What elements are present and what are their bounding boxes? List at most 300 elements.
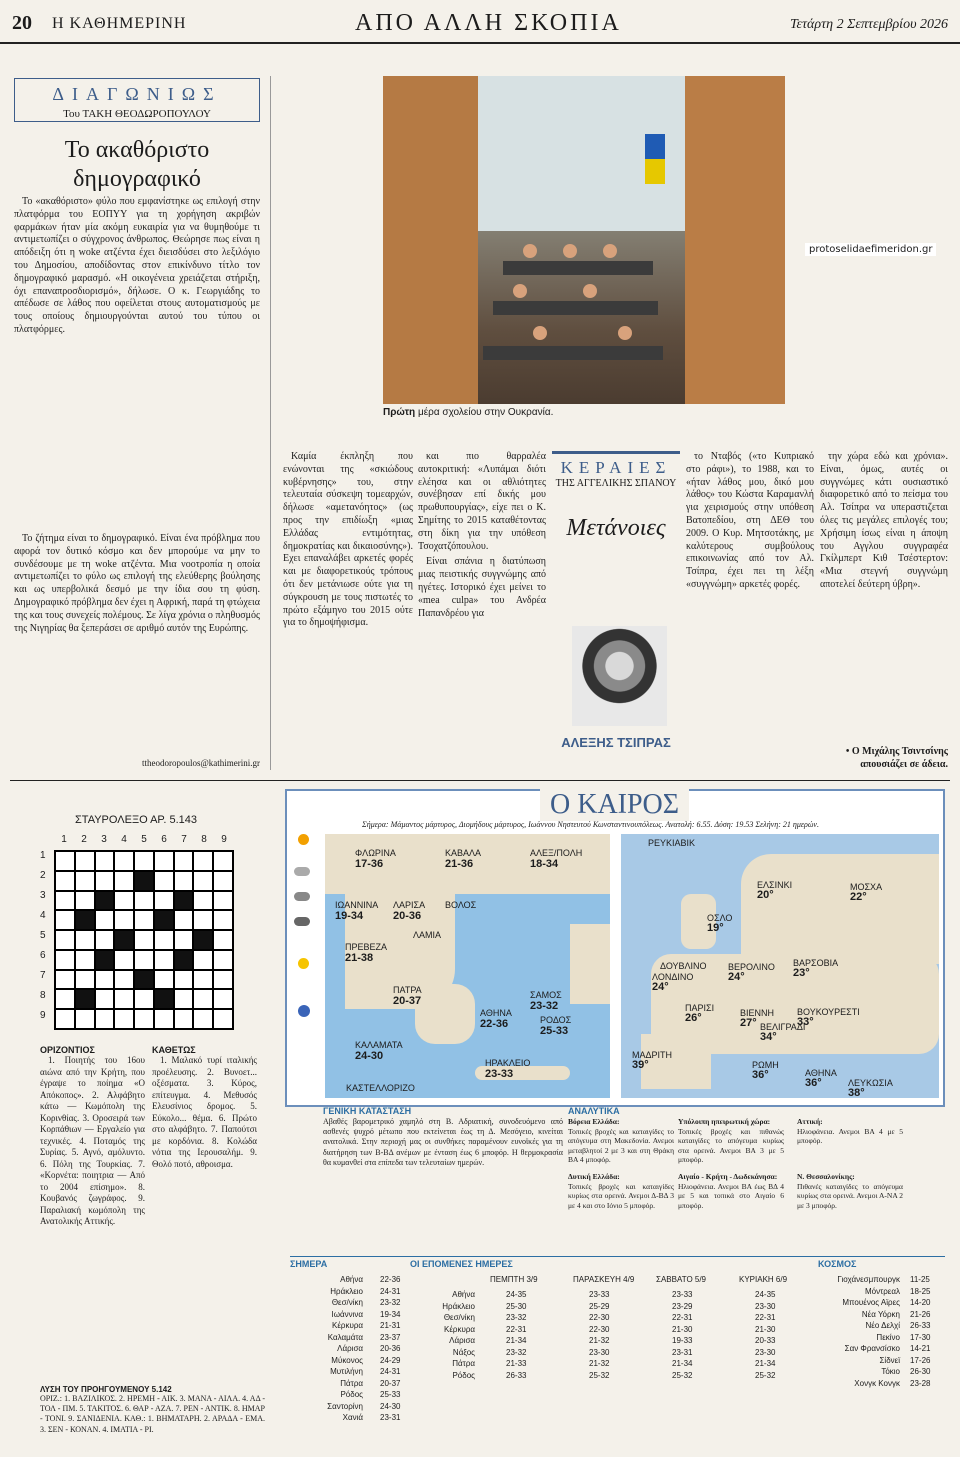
city-label: ΠΡΕΒΕΖΑ (345, 942, 388, 952)
crossword-cell[interactable] (193, 950, 213, 970)
city-temperature: 20-37 (393, 995, 422, 1007)
table-cell: 21-30 (755, 1324, 776, 1334)
crossword-cell[interactable] (154, 950, 174, 970)
column-number: 6 (161, 834, 167, 845)
table-cell: 23-31 (672, 1347, 693, 1357)
classroom-photo (383, 76, 785, 404)
paragraph: Το ζήτημα είναι το δημογραφικό. Είναι ένα πρόβλημα που αφορά τον δυτικό κόσμο και δεν μπορούμε να μην το συνδέσουμε με τη woke ατζέντα. Μια νοοτροπία η οποία αντιμετωπίζει το φύλο ως επιλογή της ελεύθερης βούλησης και ως υπερβολικά δεσμό με την ίδια σου τη φύση. Δημογραφικό πρόβλημα δεν έχει η Αφρική, παρά τη φτώχεια της και τους συνεχείς πολέμους. Σε λίγα χρόνια ο πληθυσμός της Νιγηρίας θα ξεπεράσει σε αριθμό αυτόν της Ευρώπης. (14, 533, 260, 634)
region-title: Αιγαίο - Κρήτη - Δωδεκάνησα: (678, 1172, 778, 1181)
crossword-cell[interactable] (55, 930, 75, 950)
city-temperature: 22° (850, 891, 867, 903)
rain-icon (294, 892, 310, 901)
crossword-cell[interactable] (193, 851, 213, 871)
table-cell: 21-30 (672, 1324, 693, 1334)
city-label: ΒΟΛΟΣ (445, 900, 477, 910)
city-temperature: 19° (707, 922, 724, 934)
cloud-icon (294, 867, 310, 876)
crossword-cell[interactable] (193, 910, 213, 930)
pupil (563, 244, 577, 258)
today-title: ΣΗΜΕΡΑ (290, 1259, 328, 1269)
crossword-cell[interactable] (154, 891, 174, 911)
city-label: ΑΘΗΝΑ (805, 1068, 837, 1078)
crossword-title: ΣΤΑΥΡΟΛΕΞΟ ΑΡ. 5.143 (75, 814, 197, 826)
crossword-cell[interactable] (95, 871, 115, 891)
desk (503, 261, 653, 275)
row-number: 4 (40, 910, 46, 921)
city-temperature: 26° (685, 1012, 702, 1024)
city-temperature: 24° (728, 971, 745, 983)
table-cell: Κέρκυρα (443, 1324, 475, 1334)
table-cell: 23-33 (589, 1290, 610, 1299)
city-label: ΡΩΜΗ (752, 1060, 779, 1070)
crossword-cell[interactable] (174, 989, 194, 1009)
region-title: Ν. Θεσσαλονίκης: (797, 1172, 855, 1181)
city-label: ΟΣΛΟ (707, 913, 733, 923)
table-cell: 23-28 (910, 1378, 931, 1388)
column-number: 9 (221, 834, 227, 845)
table-cell: 21-33 (506, 1359, 527, 1368)
table-cell: 24-31 (380, 1286, 401, 1296)
table-cell: 23-29 (672, 1301, 693, 1311)
crossword-cell[interactable] (55, 970, 75, 990)
black-square (134, 871, 154, 891)
city-temperature: 36° (805, 1077, 822, 1089)
table-cell: Λάρισα (337, 1344, 363, 1353)
section-divider (10, 780, 950, 781)
crossword-cell[interactable] (114, 891, 134, 911)
table-cell: 22-30 (589, 1313, 610, 1322)
paragraph: Καμία έκπληξη που ενώνονται της «σκιώδους κυβέρνησης» του, στην τελευταία σύσκεψη τομεαρχών, δήλωσε «αμετανόητος» (ως προς την επιδίωξη «μιας Ελλάδας εντιμότητας, δημοκρατίας και δικαιοσύνης»). Εχει επαναλάβει αρκετές φορές και με διαφορετικούς τρόπους ότι δεν μετάνιωσε ούτε για τη σύγκρουση με τους πιστωτές το πρώτο εξάμηνο του 2015 ούτε για το δημοψήφισμα. (283, 451, 413, 629)
day-temps (506, 1290, 546, 1382)
crossword-cell[interactable] (55, 910, 75, 930)
day-header: ΚΥΡΙΑΚΗ 6/9 (739, 1275, 788, 1284)
article-column-2 (418, 451, 546, 771)
crossword-cell[interactable] (95, 930, 115, 950)
table-cell: 25-29 (589, 1301, 610, 1311)
table-cell: 14-20 (910, 1298, 931, 1307)
page-number: 20 (12, 12, 32, 34)
crossword-cell[interactable] (55, 871, 75, 891)
table-cell: Ρόδος (340, 1390, 363, 1399)
table-cell: Σαν Φρανσίσκο (844, 1344, 900, 1353)
table-cell: 20-33 (755, 1336, 776, 1345)
crossword-solution (40, 1385, 265, 1445)
crossword-cell[interactable] (193, 891, 213, 911)
region-text: Πιθανές καταιγίδες το απόγευμα κυρίως στα ορεινά. Ανεμοι Α-ΝΑ 2 με 3 μποφόρ. (797, 1181, 903, 1210)
row-number: 7 (40, 970, 46, 981)
table-cell: 20-37 (380, 1378, 401, 1388)
day-temps (589, 1290, 629, 1382)
crossword-cell[interactable] (55, 989, 75, 1009)
crossword-cell[interactable] (174, 910, 194, 930)
crossword-cell[interactable] (75, 851, 95, 871)
crossword-cell[interactable] (114, 871, 134, 891)
table-cell: 24-31 (380, 1367, 401, 1376)
land-mass (415, 984, 475, 1044)
region-forecast (678, 1117, 784, 1169)
crossword-cell[interactable] (154, 970, 174, 990)
table-cell: Λάρισα (449, 1336, 475, 1345)
pupil (533, 326, 547, 340)
paragraph: την χώρα εδώ και χρόνια». Είναι, όμως, αυτές οι συγγνώμες κάτι ουσιαστικό διαφορετικό από το πείσμα του Αλ. Τσίπρα να υπεραστιζεται όλες τις μεγάλες επιλογές του; Χρήσιμη ίσως είναι η άποψη του Αγγλου συγγραφέα Γκίλμπερτ Κιθ Τσέστερτον: «Μια στεγνή συγγνώμη αποτελεί δεύτερη ύβρη». (820, 451, 948, 590)
article-column-4 (820, 451, 948, 751)
city-temperature: 34° (760, 1031, 777, 1043)
crossword-cell[interactable] (75, 871, 95, 891)
general-title: ΓΕΝΙΚΗ ΚΑΤΑΣΤΑΣΗ (323, 1106, 412, 1116)
table-cell: 23-32 (506, 1313, 527, 1322)
crossword-cell[interactable] (213, 851, 233, 871)
pupil (583, 284, 597, 298)
city-temperature: 23-33 (485, 1068, 514, 1080)
table-cell: 22-31 (755, 1313, 776, 1322)
table-cell: Νάξος (452, 1347, 475, 1357)
table-cell: 22-31 (506, 1324, 527, 1334)
table-cell: Μυτιλήνη (330, 1367, 363, 1376)
column-number: 3 (101, 834, 107, 845)
crossword-cell[interactable] (55, 1009, 75, 1029)
black-square (193, 930, 213, 950)
row-number: 5 (40, 930, 46, 941)
clues-title: ΟΡΙΖΟΝΤΙΟΣ (40, 1045, 95, 1055)
table-cell: 19-33 (672, 1336, 693, 1345)
black-square (95, 891, 115, 911)
city-temperature: 38° (848, 1087, 865, 1099)
crossword-cell[interactable] (154, 851, 174, 871)
region-forecast (797, 1172, 903, 1224)
weather-title: Ο ΚΑΙΡΟΣ (540, 789, 689, 821)
portrait-name: ΑΛΕΞΗΣ ΤΣΙΠΡΑΣ (561, 735, 671, 750)
solution-text: ΟΡΙΖ.: 1. ΒΑΖΙΛΙΚΟΣ. 2. ΗΡΕΜΗ - ΑΙΚ. 3. ΜΑΝΑ - ΑΙΛΑ. 4. ΑΔ - ΤΟΛ - ΠΜ. 5. ΤΑΚΙΤΟΣ. 6. ΘΑΡ - ΑΖΑ. 7. ΡΕΝ - ΑΝΤΙΚ. 8. ΗΜΑΡ - ΤΟΝΙ. 9. ΣΑΝΙΔΕΝΙΑ. ΚΑΘ.: 1. ΒΗΜΑΤΑΡΗ. 2. ΑΡΑΔΑ - ΕΜΑ. 3. ΣΕΝ - ΚΟΝΑΝ. 4. ΙΜΑΤΙΑ - ΡΙ. (40, 1394, 265, 1434)
region-forecast (568, 1172, 674, 1224)
black-square (174, 950, 194, 970)
table-cell: 22-36 (380, 1275, 401, 1284)
table-cell: Χονγκ Κονγκ (854, 1378, 900, 1388)
article-column-1 (283, 451, 413, 771)
article-body-2 (14, 533, 260, 751)
city-label: ΡΕΥΚΙΑΒΙΚ (648, 838, 696, 848)
city-label: ΒΙΕΝΝΗ (740, 1008, 775, 1018)
city-temperature: 21-36 (445, 858, 474, 870)
crossword-column-numbers (54, 834, 234, 845)
day-header: ΠΑΡΑΣΚΕΥΗ 4/9 (573, 1275, 635, 1284)
crossword-cell[interactable] (134, 1009, 154, 1029)
table-cell: 26-30 (910, 1367, 931, 1376)
table-cell: Κέρκυρα (331, 1321, 363, 1330)
crossword-cell[interactable] (75, 891, 95, 911)
crossword-cell[interactable] (193, 871, 213, 891)
table-cell: Ηράκλειο (442, 1301, 475, 1311)
crossword-cell[interactable] (114, 1009, 134, 1029)
black-square (174, 891, 194, 911)
crossword-cell[interactable] (55, 851, 75, 871)
row-number: 2 (40, 870, 46, 881)
table-cell: 24-29 (380, 1355, 401, 1365)
crossword-cell[interactable] (75, 950, 95, 970)
crossword-cell[interactable] (213, 910, 233, 930)
clue-text: 1. Ποιητής του 16ου αιώνα από την Κρήτη, που έγραψε το ποίημα «Ο Απόκοπος». 2. Αλφάβητο κάτω — Κωμόπολη της Κορινθίας. 3. Οροσειρά των Κορπάθιων — Εργαλείο για τεχνικές. 4. Ποταμός της Συρίας. 5. Αγνό, αμόλυντο. 6. Πόλη της Τουρκίας. 7. «Κορνέτα: ποιητρια — Από το 2004 επίσημο». 8. Κουβανός ζωγράφος. 9. Παραλιακή κωμόπολη της Ανατολικής Αττικής. (40, 1055, 145, 1227)
crossword-cell[interactable] (134, 851, 154, 871)
black-square (75, 910, 95, 930)
black-square (154, 989, 174, 1009)
table-cell: 14-21 (910, 1344, 931, 1353)
region-text: Τοπικές βροχές και καταιγίδες το απόγευμα στη Μακεδονία. Ανεμοι μεταβλητοί 2 με 3 και στη Θράκη ΒΑ 4 μποφόρ. (568, 1126, 674, 1165)
today-temps (380, 1275, 412, 1425)
crossword-cell[interactable] (154, 930, 174, 950)
crossword-cell[interactable] (174, 970, 194, 990)
table-cell: 11-25 (910, 1275, 930, 1284)
table-cell: Ιωάννινα (331, 1309, 363, 1319)
world-cities (815, 1275, 900, 1390)
region-forecast (678, 1172, 784, 1224)
table-cell: Καλαμάτα (327, 1332, 363, 1342)
city-temperature: 27° (740, 1017, 757, 1029)
crossword-cell[interactable] (174, 851, 194, 871)
table-cell: Ηράκλειο (330, 1286, 363, 1296)
day-header: ΠΕΜΠΤΗ 3/9 (490, 1275, 538, 1284)
table-cell: Πάτρα (340, 1378, 363, 1388)
crossword-cell[interactable] (213, 989, 233, 1009)
region-forecast (797, 1117, 903, 1169)
sea-state-icon (298, 1005, 310, 1017)
table-cell: 21-34 (672, 1359, 693, 1368)
paragraph: το Νταβός («το Κυπριακό στο ράφι»), το 1988, και το «ήταν λάθος μου, δικό μου λάθος» του Κώστα Καραμανλή για χειρισμούς στην υπόθεση Βατοπεδίου, στη ΔΕΘ του 2009. Ο Κυρ. Μητσοτάκης, με καλύτερους συμβούλους επικοινωνίας από τον Αλ. Τσίπρα, έχει πει τη λέξη «συγγνώμη» αρκετές φορές. (686, 451, 814, 590)
column-divider (270, 76, 271, 770)
desk (493, 301, 658, 315)
crossword-cell[interactable] (95, 1009, 115, 1029)
crossword-cell[interactable] (174, 1009, 194, 1029)
table-cell: Πάτρα (452, 1359, 475, 1368)
city-label: ΛΑΜΙΑ (413, 930, 442, 940)
table-cell: 23-30 (755, 1301, 776, 1311)
analytic-title: ΑΝΑΛΥΤΙΚΑ (568, 1106, 620, 1116)
city-label: ΔΟΥΒΛΙΝΟ (660, 961, 707, 971)
crossword-cell[interactable] (114, 851, 134, 871)
crossword-cell[interactable] (95, 970, 115, 990)
article-headline: Το ακαθόριστο δημογραφικό (64, 137, 210, 192)
column-name: ΚΕΡΑΙΕΣ (552, 451, 680, 478)
region-title: Βόρεια Ελλάδα: (568, 1117, 620, 1126)
article-headline: Μετάνοιες (566, 515, 666, 541)
table-cell: Μπουένος Αϊρες (842, 1298, 900, 1307)
crossword-cell[interactable] (213, 930, 233, 950)
table-cell: 21-31 (380, 1321, 401, 1330)
crossword-cell[interactable] (75, 930, 95, 950)
city-temperature: 33° (797, 1016, 814, 1028)
column-number: 2 (81, 834, 87, 845)
crossword-cell[interactable] (174, 871, 194, 891)
land-mass (570, 924, 610, 1004)
table-cell: 25-30 (506, 1301, 527, 1311)
table-cell: 24-35 (506, 1290, 527, 1299)
newspaper-name: Η ΚΑΘΗΜΕΡΙΝΗ (52, 15, 187, 32)
crossword-cell[interactable] (95, 989, 115, 1009)
desk (483, 346, 663, 360)
column-author: Του ΤΑΚΗ ΘΕΟΔΩΡΟΠΟΥΛΟΥ (63, 108, 211, 120)
row-number: 3 (40, 890, 46, 901)
crossword-across-clues (40, 1045, 145, 1380)
solution-title: ΛΥΣΗ ΤΟΥ ΠΡΟΗΓΟΥΜΕΝΟΥ 5.142 (40, 1385, 172, 1394)
table-cell: 23-33 (672, 1290, 693, 1299)
crossword-cell[interactable] (154, 871, 174, 891)
table-cell: 23-30 (589, 1347, 610, 1357)
crossword-cell[interactable] (134, 910, 154, 930)
pupil (603, 244, 617, 258)
section-title: ΑΠΟ ΑΛΛΗ ΣΚΟΠΙΑ (355, 10, 622, 36)
day-header: ΣΑΒΒΑΤΟ 5/9 (656, 1275, 707, 1284)
city-temperature: 39° (632, 1059, 649, 1071)
column-header (14, 78, 260, 122)
portrait-photo (572, 626, 667, 726)
table-cell: Μύκονος (331, 1355, 363, 1365)
crossword-cell[interactable] (213, 871, 233, 891)
table-cell: Νέα Υόρκη (861, 1309, 900, 1319)
crossword-cell[interactable] (213, 891, 233, 911)
table-cell: 26-33 (506, 1370, 527, 1380)
crossword-cell[interactable] (134, 930, 154, 950)
crossword-cell[interactable] (75, 970, 95, 990)
crossword-cell[interactable] (55, 950, 75, 970)
crossword-cell[interactable] (213, 1009, 233, 1029)
table-cell: 25-33 (380, 1390, 401, 1399)
city-temperature: 23-32 (530, 1000, 559, 1012)
crossword-cell[interactable] (75, 1009, 95, 1029)
door-frame (685, 76, 785, 404)
land-mass (641, 1034, 711, 1089)
crossword-cell[interactable] (114, 970, 134, 990)
flag-icon (645, 159, 665, 184)
land-mass (741, 854, 939, 964)
region-title: Δυτική Ελλάδα: (568, 1172, 620, 1181)
photo-caption: Πρώτη μέρα σχολείου στην Ουκρανία. (383, 407, 554, 418)
crossword-cell[interactable] (134, 989, 154, 1009)
column-number: 8 (201, 834, 207, 845)
table-cell: 23-30 (755, 1347, 776, 1357)
column-number: 4 (121, 834, 127, 845)
table-cell: Θεσ/νίκη (443, 1313, 475, 1322)
table-cell: 25-32 (672, 1370, 693, 1380)
city-temperature: 23° (793, 967, 810, 979)
crossword-cell[interactable] (213, 970, 233, 990)
flag-icon (645, 134, 665, 159)
city-temperature: 36° (752, 1069, 769, 1081)
city-label: ΦΛΩΡΙΝΑ (355, 848, 396, 858)
table-cell: 23-37 (380, 1332, 401, 1342)
crossword-cell[interactable] (114, 910, 134, 930)
city-label: ΙΩΑΝΝΙΝΑ (335, 900, 379, 910)
city-temperature: 20-36 (393, 910, 422, 922)
region-title: Υπόλοιπη ηπειρωτική χώρα: (678, 1117, 771, 1126)
next-days-title: ΟΙ ΕΠΟΜΕΝΕΣ ΗΜΕΡΕΣ (410, 1259, 513, 1269)
crossword-cell[interactable] (154, 1009, 174, 1029)
article-body-1 (14, 196, 260, 526)
article-column-3 (686, 451, 814, 771)
table-cell: 23-32 (506, 1347, 527, 1357)
crossword-cell[interactable] (193, 989, 213, 1009)
crossword-cell[interactable] (193, 970, 213, 990)
city-label: ΑΛΕΞ/ΠΟΛΗ (530, 848, 583, 858)
city-label: ΣΑΜΟΣ (530, 990, 562, 1000)
city-label: ΚΑΣΤΕΛΛΟΡΙΖΟ (346, 1083, 415, 1093)
sun-icon (298, 834, 309, 845)
city-temperature: 24-30 (355, 1050, 384, 1062)
city-label: ΛΑΡΙΣΑ (393, 900, 426, 910)
table-cell: Πεκίνο (876, 1332, 900, 1342)
table-cell: 17-26 (910, 1355, 931, 1365)
region-text: Ηλιοφάνεια. Ανεμοι ΒΑ 4 με 5 μποφόρ. (797, 1126, 903, 1146)
city-label: ΜΑΔΡΙΤΗ (632, 1050, 673, 1060)
crossword-cell[interactable] (134, 950, 154, 970)
crossword-cell[interactable] (134, 891, 154, 911)
city-label: ΒΟΥΚΟΥΡΕΣΤΙ (797, 1007, 860, 1017)
paragraph: Το «ακαθόριστο» φύλο που εμφανίστηκε ως επιλογή στην πλατφόρμα του ΕΟΠΥΥ για τη χορήγηση ακριβών φαρμάκων ήταν μία ακόμη ευκαιρία για να θυμηθούμε τι αντιμετωπίζει ο σύγχρονος άνθρωπος. Θεώρησε πως είναι η απόδειξη ότι η woke ατζέντα έχει διεισδύσει στο λεξιλόγιο του Δημοσίου, αποδίδοντας στον επικίνδυνο τίτλο τον δημογραφικό μαρασμό. «Η οικογένεια χρειάζεται στήριξη, όχι επαναπροσδιορισμό», δήλωσε. Ο κ. Γεωργιάδης το απέδωσε σε λάθος που οφείλεται στους αυτοματισμούς με τους οποίους δημιουργούνται αυτού του τύπου οι πλατφόρμες. (14, 196, 260, 335)
world-temps (910, 1275, 945, 1390)
row-number: 1 (40, 850, 46, 861)
paragraph: Είναι σπάνια η διατύπωση μιας πειστικής συγγνώμης από ηγέτες. Ιστορικό έχει μείνει το «mea culpa» του Ανδρέα Παπανδρέου για (418, 556, 546, 619)
paragraph: και πιο θαρραλέα αυτοκριτική: «Λυπάμαι διότι ελέησα και οι αθλιότητες συνέβησαν επί δικής μου πρωθυπουργίας», είχε πει ο Κ. Σημίτης το 2015 καταθέτοντας στη δίκη για την υπόθεση Τσοχατζόπουλου. (418, 451, 546, 552)
city-label: ΑΘΗΝΑ (480, 1008, 512, 1018)
table-cell: Αθήνα (452, 1290, 475, 1299)
table-cell: Ρόδος (452, 1370, 475, 1380)
clue-text: 1. Μαλακό τυρί ιταλικής προέλευσης. 2. Βυνοετ... οξέσματα. 3. Κύρος, επίτευγμα. 4. Μεθυσός Ελευσίνιος δρομος. 5. Εύκολο... θέμα. 6. Πρώτο στο αλφάβητο. 7. Παπούτσι με κορδόνια. 8. Κολώδα νότια της Ιερουσαλήμ. 9. Θολό ποτό, αθροισμα. (152, 1055, 257, 1169)
city-temperature: 25-33 (540, 1025, 569, 1037)
day-temps (755, 1290, 795, 1382)
crossword-cell[interactable] (213, 950, 233, 970)
pupil (618, 326, 632, 340)
table-cell: 21-34 (506, 1336, 527, 1345)
sun-icon (298, 958, 309, 969)
crossword-cell[interactable] (193, 1009, 213, 1029)
column-number: 5 (141, 834, 147, 845)
watermark: protoselidaefimeridon.gr (805, 243, 936, 256)
column-number: 1 (61, 834, 67, 845)
crossword-cell[interactable] (95, 910, 115, 930)
next-cities (415, 1290, 475, 1382)
crossword-row-numbers (40, 850, 52, 1030)
crossword-cell[interactable] (95, 851, 115, 871)
pupil (513, 284, 527, 298)
black-square (75, 989, 95, 1009)
column-number: 7 (181, 834, 187, 845)
table-cell: 18-25 (910, 1286, 931, 1296)
storm-icon (294, 917, 310, 926)
crossword-cell[interactable] (114, 989, 134, 1009)
region-text: Ηλιοφάνεια. Ανεμοι ΒΑ έως ΒΔ 4 με 5 και τοπικά στο Αιγαίο 6 μποφόρ. (678, 1181, 784, 1210)
table-cell: 21-32 (589, 1336, 610, 1345)
table-cell: 22-31 (672, 1313, 693, 1322)
crossword-cell[interactable] (174, 930, 194, 950)
city-label: ΒΕΛΙΓΡΑΔΙ (760, 1022, 806, 1032)
city-temperature: 22-36 (480, 1018, 509, 1030)
crossword-cell[interactable] (114, 950, 134, 970)
table-cell: 23-31 (380, 1413, 401, 1422)
region-text: Τοπικές βροχές και καταιγίδες κυρίως στα ορεινά. Ανεμοι Δ-ΒΔ 3 με 4 και στο Ιόνιο 5 μποφόρ. (568, 1181, 674, 1210)
city-label: ΒΑΡΣΟΒΙΑ (793, 958, 839, 968)
black-square (95, 950, 115, 970)
city-temperature: 20° (757, 889, 774, 901)
door-frame (383, 76, 478, 404)
city-temperature: 18-34 (530, 858, 559, 870)
table-cell: 24-35 (755, 1290, 776, 1299)
crossword-cell[interactable] (55, 891, 75, 911)
table-cell: Μόντρεαλ (864, 1286, 900, 1296)
crossword-down-clues (152, 1045, 257, 1380)
pupil (523, 244, 537, 258)
black-square (154, 910, 174, 930)
table-cell: Σαντορίνη (327, 1401, 363, 1411)
city-label: ΛΕΥΚΩΣΙΑ (848, 1078, 893, 1088)
crossword-grid[interactable] (54, 850, 234, 1030)
table-cell: 21-32 (589, 1359, 610, 1368)
